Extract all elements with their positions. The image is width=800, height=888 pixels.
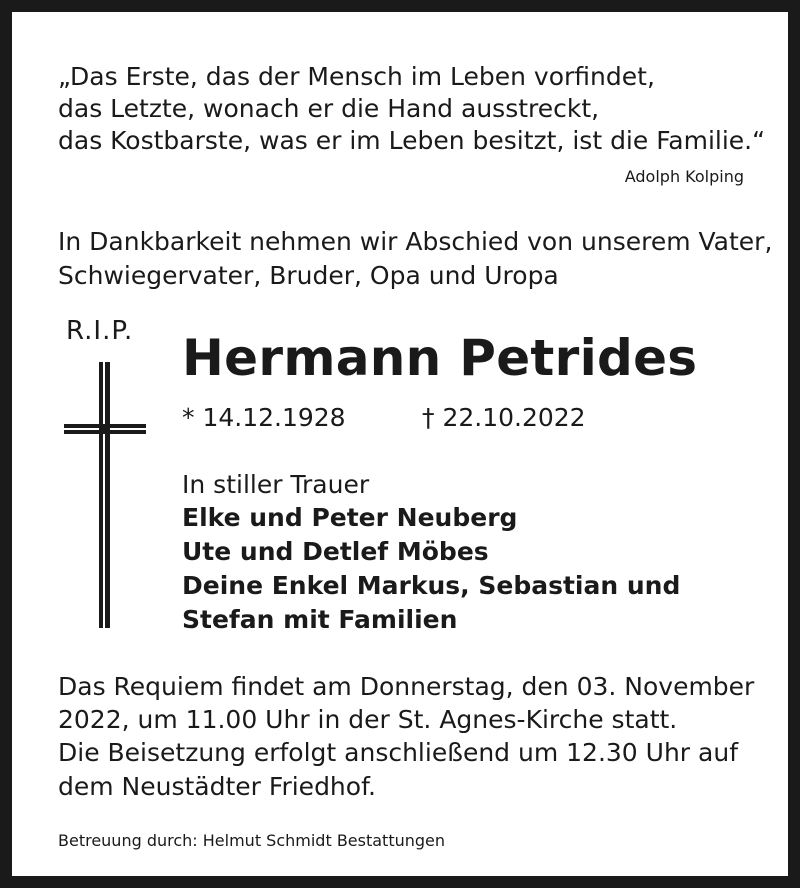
rip-label: R.I.P.: [66, 316, 134, 346]
deceased-name: Hermann Petrides: [182, 329, 698, 387]
mourners-heading: In stiller Trauer: [182, 470, 370, 499]
mourner-line-2: Ute und Detlef Möbes: [182, 537, 489, 566]
requiem-line-2: 2022, um 11.00 Uhr in der St. Agnes-Kirche statt.: [58, 705, 678, 734]
quote-author: Adolph Kolping: [624, 167, 744, 186]
mourner-line-3: Deine Enkel Markus, Sebastian und: [182, 571, 681, 600]
quote-line-2: das Letzte, wonach er die Hand ausstreckt,: [58, 94, 600, 123]
quote-line-3: das Kostbarste, was er im Leben besitzt, ist die Familie.“: [58, 126, 766, 155]
mourner-line-1: Elke und Peter Neuberg: [182, 503, 518, 532]
requiem-line-3: Die Beisetzung erfolgt anschließend um 12.30 Uhr auf: [58, 738, 738, 767]
requiem-line-4: dem Neustädter Friedhof.: [58, 772, 377, 801]
intro-line-2: Schwiegervater, Bruder, Opa und Uropa: [58, 261, 559, 290]
funeral-home-credit: Betreuung durch: Helmut Schmidt Bestattungen: [58, 831, 446, 850]
requiem-line-1: Das Requiem findet am Donnerstag, den 03. November: [58, 672, 755, 701]
quote-line-1: „Das Erste, das der Mensch im Leben vorfindet,: [58, 62, 655, 91]
intro-line-1: In Dankbarkeit nehmen wir Abschied von unserem Vater,: [58, 227, 773, 256]
birth-date: * 14.12.1928: [182, 403, 346, 432]
mourner-line-4: Stefan mit Familien: [182, 605, 458, 634]
death-date: † 22.10.2022: [422, 403, 586, 432]
